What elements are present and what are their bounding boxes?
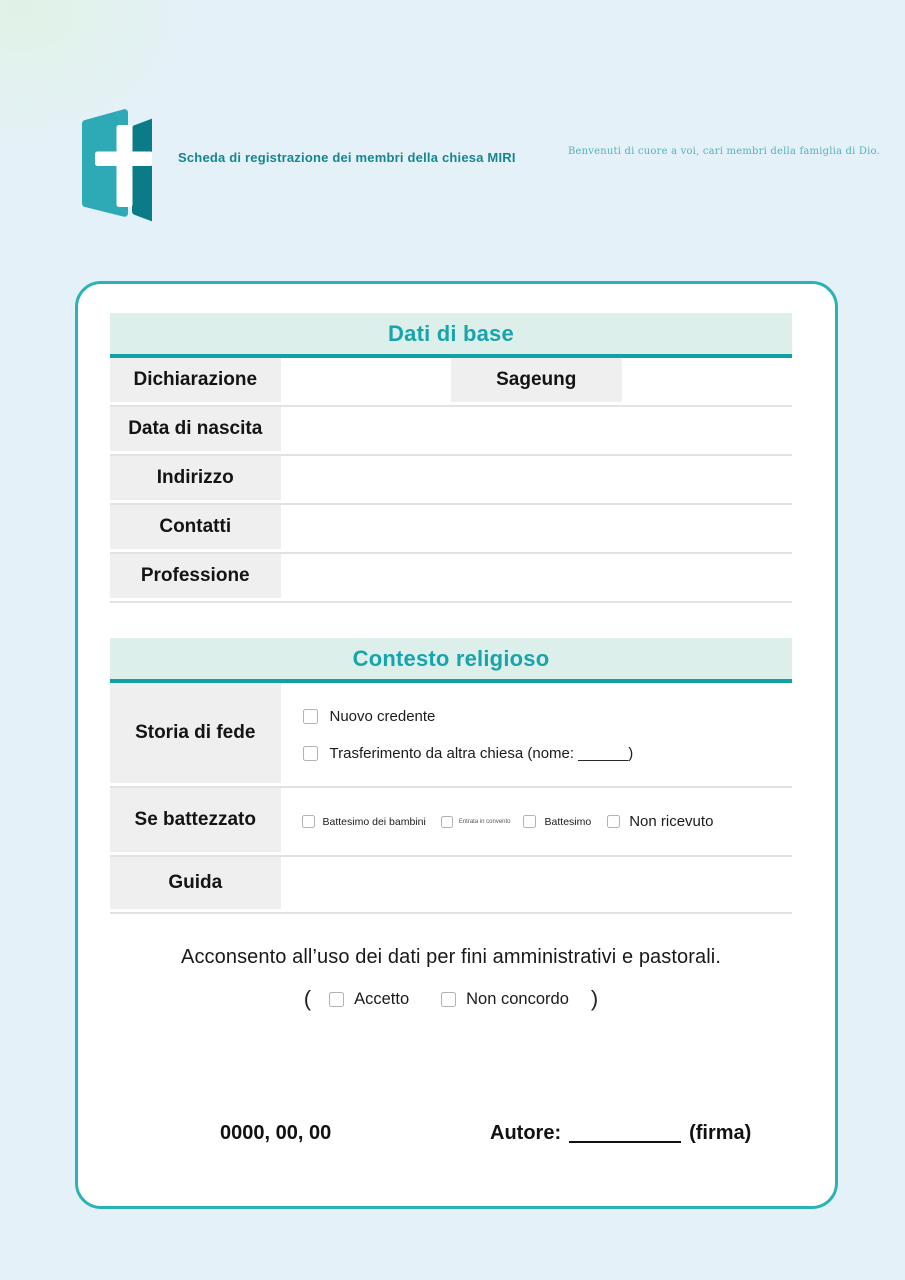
field-value-indirizzo [281,456,793,503]
option-trasferimento [303,745,793,762]
section-title-religious: Contesto religioso [352,645,550,671]
option-entrata-convento [441,816,511,828]
field-value-data-di-nascita [281,407,793,454]
signature-suffix: (firma) [689,1122,752,1144]
field-value-dichiarazione [281,358,452,405]
field-label-data-di-nascita: Data di nascita [110,407,281,454]
section-title-basic: Dati di base [388,320,514,346]
option-battesimo-bambini [302,815,426,828]
date-placeholder: 0000, 00, 00 [220,1122,332,1144]
church-logo-icon [74,102,152,224]
field-value-contatti [281,505,793,552]
consent-statement: Acconsento all’uso dei dati per fini amministrativi e pastorali. [181,946,721,968]
option-label: Battesimo [544,815,592,828]
page-title: Scheda di registrazione dei membri della chiesa MIRI [178,150,516,165]
table-row [110,456,792,505]
checkbox-accetto[interactable] [329,992,344,1007]
checkbox-non-ricevuto[interactable] [607,815,620,828]
option-label: Entrata in convento [458,818,511,825]
field-value-sageung [622,358,793,405]
field-label-storia-di-fede: Storia di fede [110,683,281,786]
author-signature [490,1122,751,1145]
option-nuovo-credente [303,708,793,725]
disagree-label: Non concordo [466,989,569,1008]
form-footer [78,1122,835,1152]
field-value-professione [281,554,793,601]
author-label: Autore: [490,1122,562,1144]
option-non-ricevuto [607,813,713,830]
form-card [75,281,838,1209]
field-label-se-battezzato: Se battezzato [110,788,281,855]
table-row [110,358,792,407]
option-label: Nuovo credente [329,707,436,725]
option-label: Trasferimento da altra chiesa (nome: ______) [329,744,634,762]
checkbox-nuovo-credente[interactable] [303,709,318,724]
consent-choices [110,986,792,1012]
table-row [110,857,792,914]
option-label: Battesimo dei bambini [322,815,426,828]
checkbox-non-concordo[interactable] [441,992,456,1007]
paren-close: ) [590,986,599,1011]
field-label-guida: Guida [110,857,281,912]
welcome-message: Benvenuti di cuore a voi, cari membri della famiglia di Dio. [568,146,880,157]
option-battesimo [523,815,592,828]
checkbox-battesimo-bambini[interactable] [302,815,315,828]
field-label-contatti: Contatti [110,505,281,552]
field-value-guida [281,857,793,912]
field-label-indirizzo: Indirizzo [110,456,281,503]
section-header-basic [110,313,792,358]
field-label-dichiarazione: Dichiarazione [110,358,281,405]
signature-line[interactable] [569,1123,681,1143]
table-row [110,554,792,603]
table-row [110,505,792,554]
table-row [110,788,792,857]
field-label-professione: Professione [110,554,281,601]
checkbox-battesimo[interactable] [523,815,536,828]
field-label-sageung: Sageung [451,358,622,405]
paren-open: ( [303,986,312,1011]
accept-label: Accetto [354,989,410,1008]
checkbox-entrata-convento[interactable] [441,816,453,828]
section-header-religious [110,638,792,683]
checkbox-trasferimento[interactable] [303,746,318,761]
option-label: Non ricevuto [629,813,714,830]
table-row [110,683,792,788]
table-row [110,407,792,456]
